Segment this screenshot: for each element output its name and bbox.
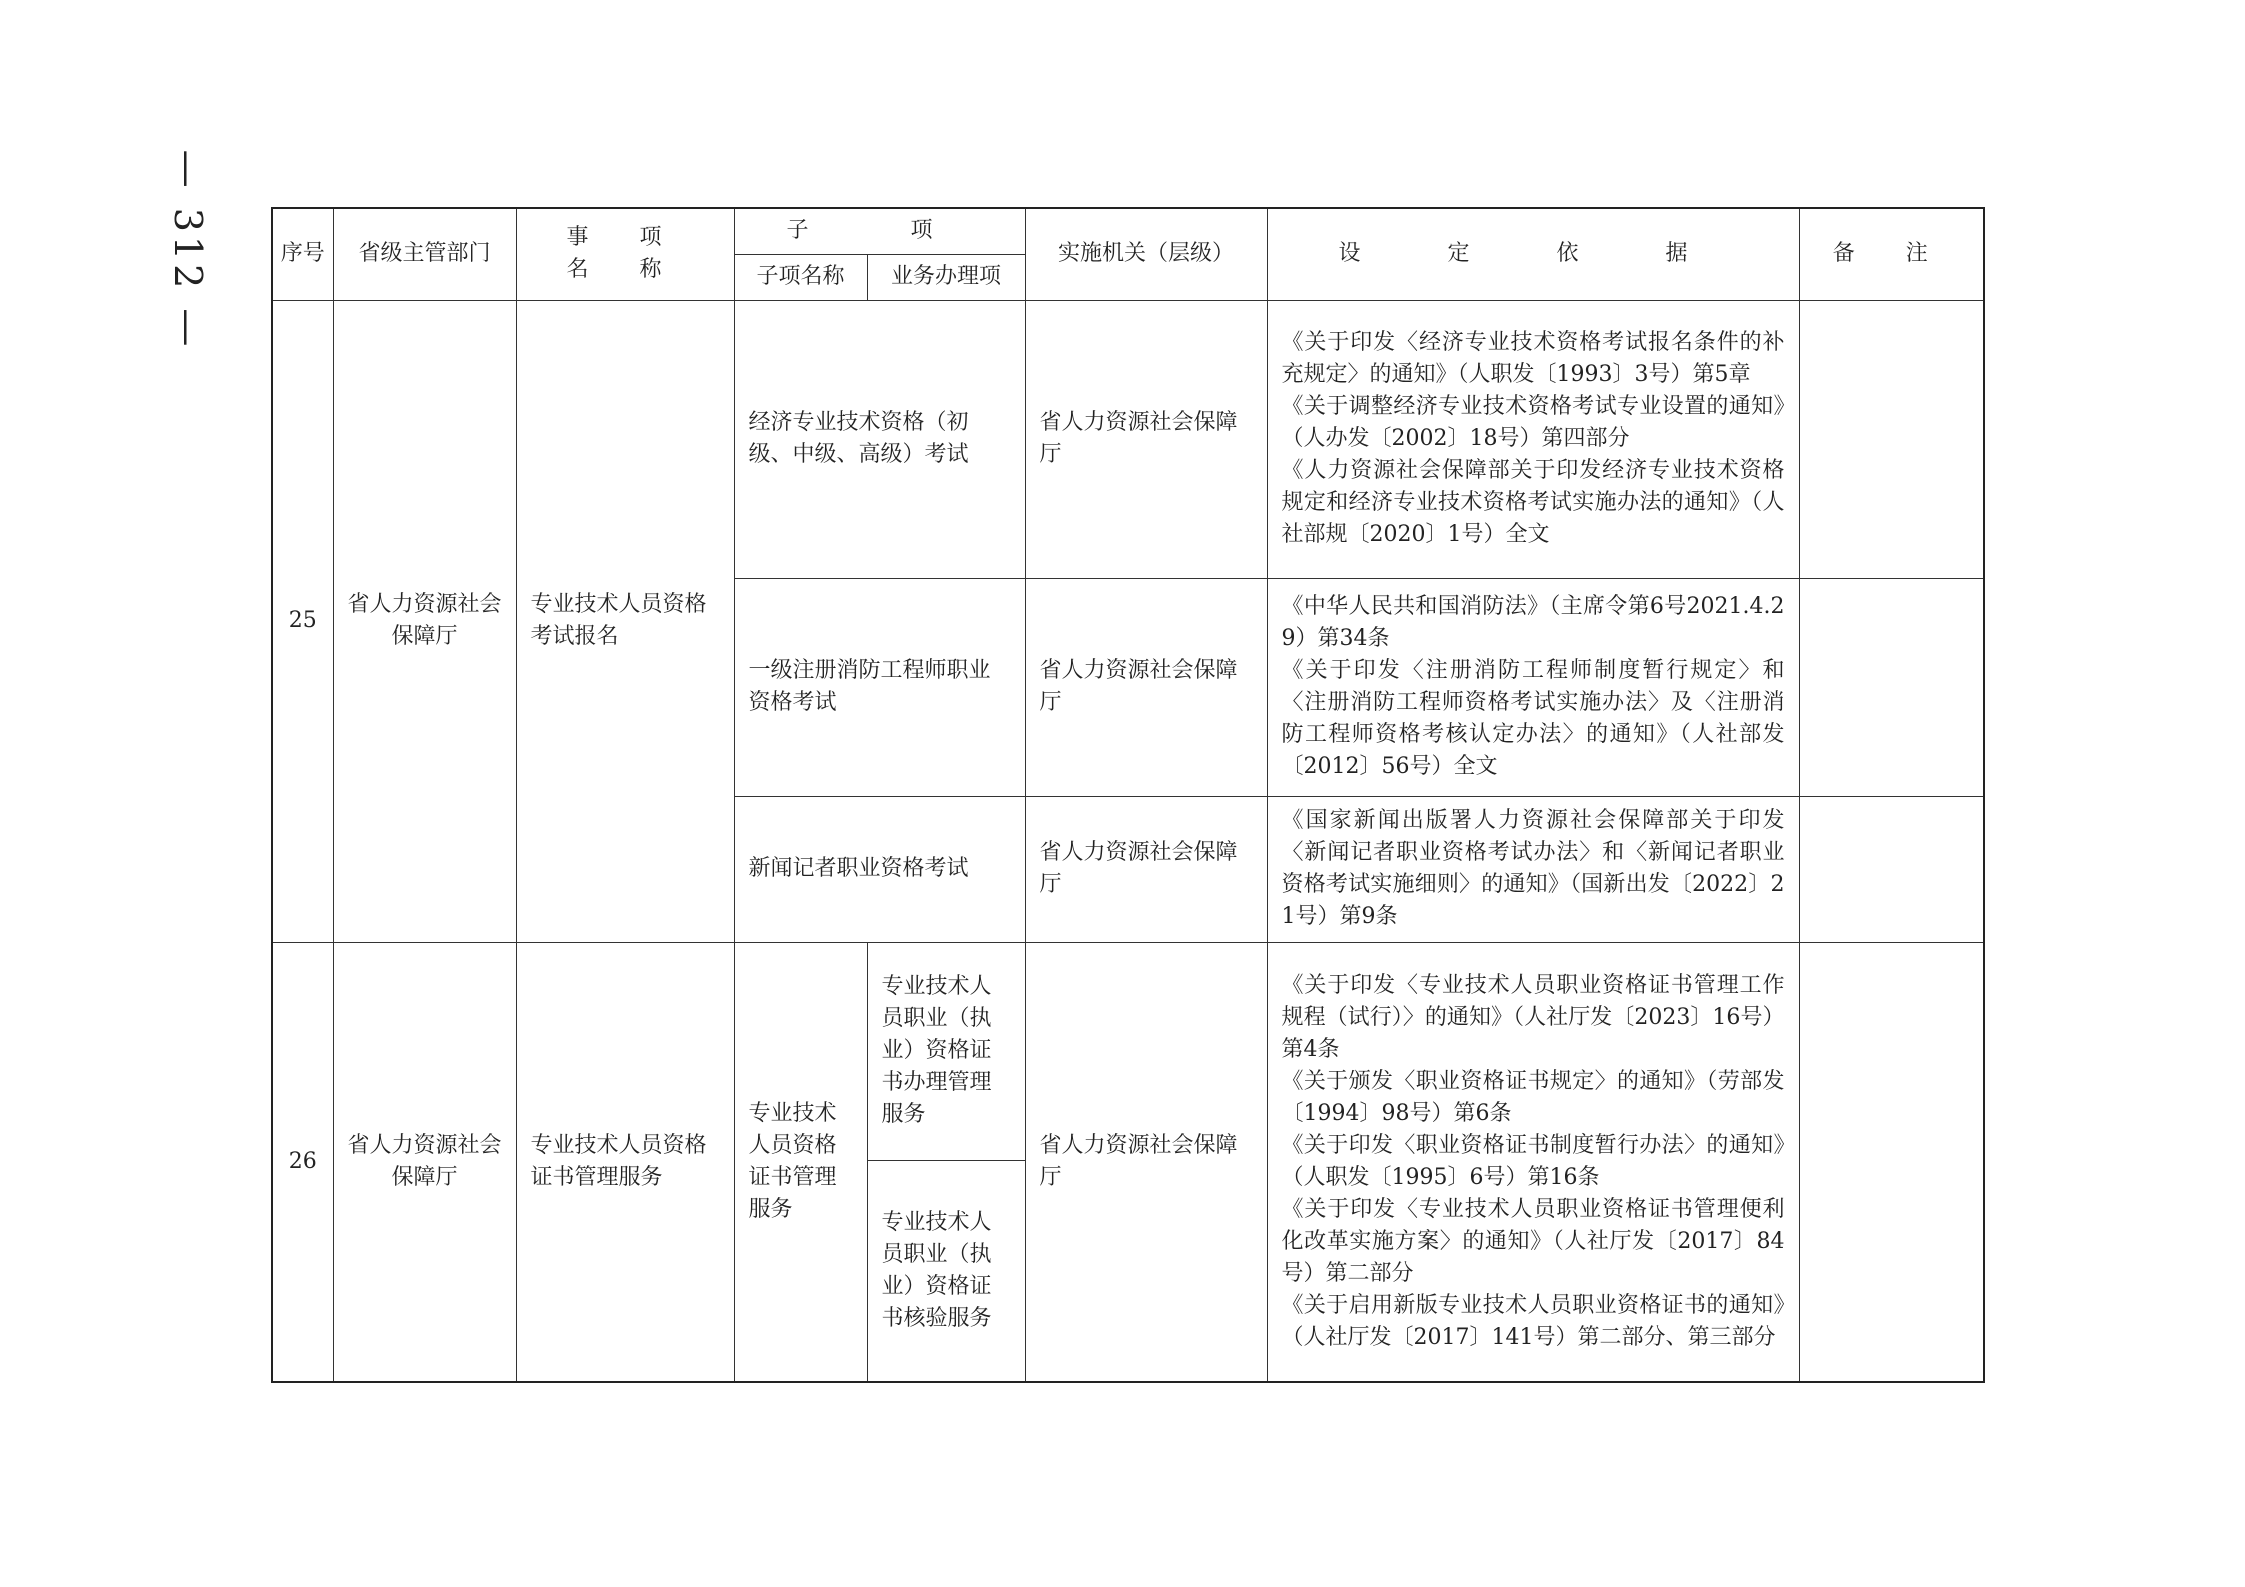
basis-line: 《关于调整经济专业技术资格考试专业设置的通知》（人办发〔2002〕18号）第四部分 bbox=[1281, 394, 1785, 451]
basis bbox=[1267, 300, 1799, 578]
row-item-name: 专业技术人员资格考试报名 bbox=[516, 300, 734, 942]
basis-line: 《国家新闻出版署人力资源社会保障部关于印发〈新闻记者职业资格考试办法〉和〈新闻记者职业资格考试实施细则〉的通知》（国新出发〔2022〕21号）第9条 bbox=[1281, 808, 1785, 929]
table-row bbox=[272, 300, 1984, 578]
remark bbox=[1799, 578, 1984, 796]
remark bbox=[1799, 300, 1984, 578]
basis-line: 《关于印发〈专业技术人员职业资格证书管理工作规程（试行）〉的通知》（人社厅发〔2023〕16号）第4条 bbox=[1281, 972, 1785, 1062]
agency: 省人力资源社会保障厅 bbox=[1025, 942, 1267, 1382]
basis bbox=[1267, 578, 1799, 796]
agency: 省人力资源社会保障厅 bbox=[1025, 300, 1267, 578]
agency: 省人力资源社会保障厅 bbox=[1025, 578, 1267, 796]
basis-line: 《关于印发〈专业技术人员职业资格证书管理便利化改革实施方案〉的通知》（人社厅发〔2017〕84号）第二部分 bbox=[1281, 1196, 1785, 1286]
header-item-name: 事 项 名 称 bbox=[516, 208, 734, 300]
row-dept: 省人力资源社会保障厅 bbox=[333, 942, 516, 1382]
agency: 省人力资源社会保障厅 bbox=[1025, 796, 1267, 942]
business-item: 专业技术人员职业（执业）资格证书核验服务 bbox=[867, 1160, 1025, 1382]
items-table bbox=[271, 207, 1985, 1383]
header-dept: 省级主管部门 bbox=[333, 208, 516, 300]
header-basis: 设 定 依 据 bbox=[1267, 208, 1799, 300]
header-remark: 备 注 bbox=[1799, 208, 1984, 300]
basis bbox=[1267, 942, 1799, 1382]
row-dept: 省人力资源社会保障厅 bbox=[333, 300, 516, 942]
header-sub: 子 项 bbox=[734, 208, 1025, 254]
basis bbox=[1267, 796, 1799, 942]
business-item: 专业技术人员职业（执业）资格证书办理管理服务 bbox=[867, 942, 1025, 1160]
header-seq: 序号 bbox=[272, 208, 333, 300]
remark bbox=[1799, 942, 1984, 1382]
row-seq: 25 bbox=[272, 300, 333, 942]
sub-name: 一级注册消防工程师职业资格考试 bbox=[734, 578, 1025, 796]
basis-line: 《关于印发〈注册消防工程师制度暂行规定〉和〈注册消防工程师资格考试实施办法〉及〈注册消防工程师资格考核认定办法〉的通知》（人社部发〔2012〕56号）全文 bbox=[1281, 658, 1785, 779]
header-business: 业务办理项 bbox=[867, 254, 1025, 300]
header-sub-name: 子项名称 bbox=[734, 254, 867, 300]
basis-line: 《关于启用新版专业技术人员职业资格证书的通知》（人社厅发〔2017〕141号）第二部分、第三部分 bbox=[1281, 1292, 1785, 1350]
basis-line: 《中华人民共和国消防法》（主席令第6号2021.4.29）第34条 bbox=[1281, 594, 1785, 651]
row-item-name: 专业技术人员资格证书管理服务 bbox=[516, 942, 734, 1382]
header-agency: 实施机关（层级） bbox=[1025, 208, 1267, 300]
page-number: — 312 — bbox=[166, 149, 210, 351]
sub-name: 经济专业技术资格（初级、中级、高级）考试 bbox=[734, 300, 1025, 578]
sub-name: 专业技术人员资格证书管理服务 bbox=[734, 942, 867, 1382]
basis-line: 《人力资源社会保障部关于印发经济专业技术资格规定和经济专业技术资格考试实施办法的通知》（人社部规〔2020〕1号）全文 bbox=[1281, 458, 1785, 547]
basis-line: 《关于印发〈职业资格证书制度暂行办法〉的通知》（人职发〔1995〕6号）第16条 bbox=[1281, 1132, 1785, 1190]
basis-line: 《关于印发〈经济专业技术资格考试报名条件的补充规定〉的通知》（人职发〔1993〕3号）第5章 bbox=[1281, 330, 1785, 387]
remark bbox=[1799, 796, 1984, 942]
row-seq: 26 bbox=[272, 942, 333, 1382]
basis-line: 《关于颁发〈职业资格证书规定〉的通知》（劳部发〔1994〕98号）第6条 bbox=[1281, 1068, 1785, 1126]
table-row bbox=[272, 942, 1984, 1160]
sub-name: 新闻记者职业资格考试 bbox=[734, 796, 1025, 942]
